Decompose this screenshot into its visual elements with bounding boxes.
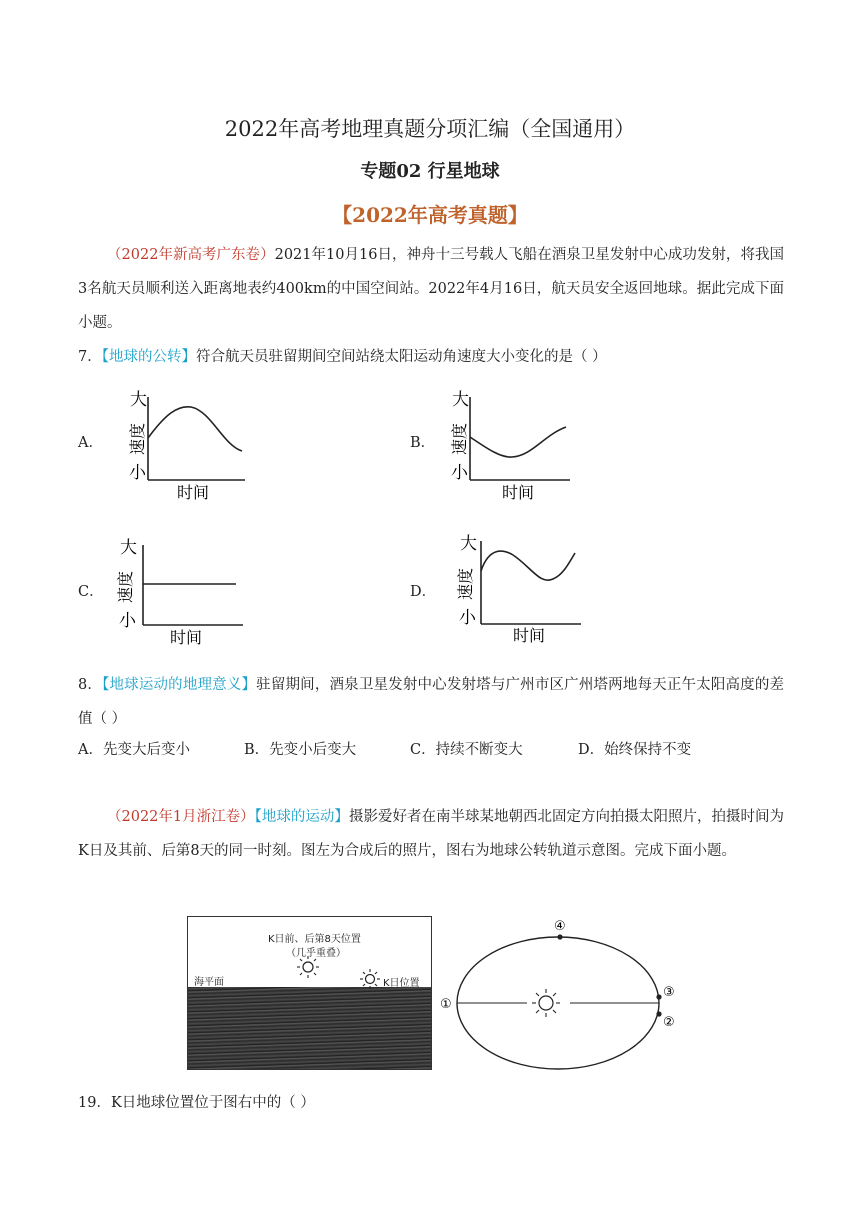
chart-b-curve bbox=[470, 427, 566, 457]
chart-c-xlabel: 时间 bbox=[170, 628, 203, 647]
chart-d-big-label: 大 bbox=[460, 534, 477, 554]
sun-icon-k-day bbox=[359, 968, 381, 990]
chart-a-big-label: 大 bbox=[130, 390, 147, 410]
sun-icon-center bbox=[532, 989, 560, 1017]
chart-b[interactable] bbox=[440, 385, 575, 505]
chart-d-xlabel: 时间 bbox=[513, 626, 546, 645]
chart-c-big-label: 大 bbox=[120, 538, 137, 558]
chart-b-xlabel: 时间 bbox=[502, 483, 535, 502]
orbit-label-2: ② bbox=[663, 1015, 675, 1030]
orbit-diagram bbox=[440, 918, 690, 1073]
q8-number: 8． bbox=[78, 677, 103, 693]
photo-label-top-2: （几乎重叠） bbox=[286, 948, 346, 959]
option-c-label[interactable]: C． bbox=[78, 584, 104, 600]
q8-choice-c[interactable]: C．持续不断变大 bbox=[410, 742, 523, 758]
chart-a[interactable] bbox=[115, 385, 250, 505]
q8-choice-b[interactable]: B．先变小后变大 bbox=[244, 742, 357, 758]
passage-1 bbox=[78, 238, 784, 340]
passage-2-tag: 【地球的运动】 bbox=[254, 809, 349, 825]
chart-b-small-label: 小 bbox=[451, 463, 468, 483]
question-7 bbox=[78, 340, 784, 374]
chart-b-ylabel: 速度 bbox=[450, 422, 469, 455]
q8-tag: 【地球运动的地理意义】 bbox=[102, 677, 257, 693]
q8-choice-a[interactable]: A．先变大后变小 bbox=[78, 742, 190, 758]
chart-d[interactable] bbox=[445, 527, 585, 647]
passage-2-source: （2022年1月浙江卷） bbox=[107, 809, 255, 825]
photo-label-top-1: K日前、后第8天位置 bbox=[268, 934, 361, 945]
sea-surface bbox=[188, 987, 431, 1069]
photo-label-k: K日位置 bbox=[383, 978, 420, 989]
passage-2-text: 摄影爱好者在南半球某地朝西北固定方向拍摄太阳照片，拍摄时间为K日及其前、后第8天的同一时刻。图左为合成后的照片，图右为地球公转轨道示意图。完成下面小题。 bbox=[78, 809, 785, 859]
chart-c[interactable] bbox=[105, 533, 245, 648]
option-d-label[interactable]: D． bbox=[410, 584, 437, 600]
sun-photo-figure bbox=[187, 916, 432, 1070]
q8-text: 驻留期间，酒泉卫星发射中心发射塔与广州市区广州塔两地每天正午太阳高度的差值（ ） bbox=[78, 677, 784, 727]
chart-a-ylabel: 速度 bbox=[128, 422, 147, 455]
orbit-point-3 bbox=[656, 994, 661, 999]
passage-1-source: （2022年新高考广东卷） bbox=[107, 247, 275, 263]
sun-icon-overlap bbox=[296, 955, 320, 979]
section-heading: 【2022年高考真题】 bbox=[332, 203, 528, 227]
chart-d-ylabel: 速度 bbox=[456, 567, 475, 600]
chart-a-curve bbox=[148, 407, 242, 451]
passage-2 bbox=[78, 800, 784, 868]
chart-c-small-label: 小 bbox=[119, 611, 136, 631]
chart-a-small-label: 小 bbox=[129, 463, 146, 483]
q7-text: 符合航天员驻留期间空间站绕太阳运动角速度大小变化的是（ ） bbox=[195, 349, 607, 365]
chart-b-big-label: 大 bbox=[452, 390, 469, 410]
chart-a-xlabel: 时间 bbox=[177, 483, 210, 502]
passage-1-text: 2021年10月16日，神舟十三号载人飞船在酒泉卫星发射中心成功发射，将我国3名航天员顺利送入距离地表约400km的中国空间站。2022年4月16日，航天员安全返回地球。据此完成下面小题。 bbox=[78, 247, 784, 331]
orbit-label-3: ③ bbox=[663, 985, 675, 1000]
orbit-label-1: ① bbox=[440, 997, 452, 1012]
orbit-label-4: ④ bbox=[554, 919, 566, 934]
question-8 bbox=[78, 668, 784, 736]
q8-choice-d[interactable]: D．始终保持不变 bbox=[578, 742, 692, 758]
chart-c-ylabel: 速度 bbox=[116, 570, 135, 603]
photo-label-sea: 海平面 bbox=[194, 977, 224, 988]
orbit-point-4 bbox=[557, 934, 562, 939]
document-title: 2022年高考地理真题分项汇编（全国通用） bbox=[224, 117, 636, 141]
chart-d-small-label: 小 bbox=[459, 608, 476, 628]
chart-d-curve bbox=[481, 551, 575, 580]
document-subtitle: 专题02 行星地球 bbox=[360, 161, 500, 182]
option-b-label[interactable]: B． bbox=[410, 435, 436, 451]
orbit-point-2 bbox=[656, 1011, 661, 1016]
q7-number: 7． bbox=[78, 349, 102, 365]
option-a-label[interactable]: A． bbox=[78, 435, 103, 451]
question-19: 19．K日地球位置位于图右中的（ ） bbox=[78, 1095, 315, 1111]
q7-tag: 【地球的公转】 bbox=[101, 349, 196, 365]
